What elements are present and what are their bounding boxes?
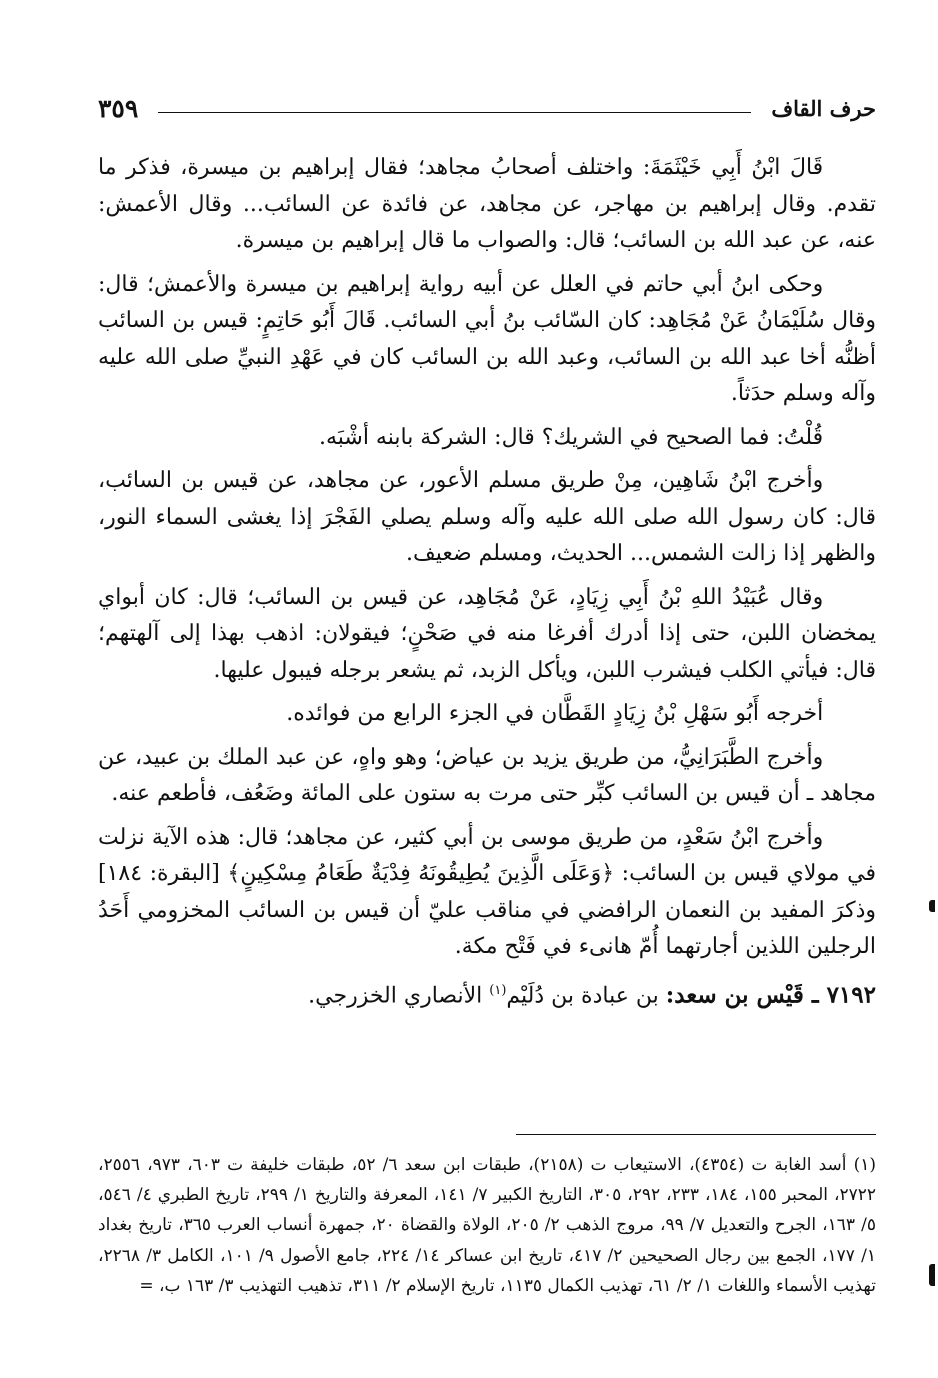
footnote: (١) أسد الغابة ت (٤٣٥٤)، الاستيعاب ت (٢١٥٨)، طبقات ابن سعد ٦/ ٥٢، طبقات خليفة ت ٦٠٣، ٩٧٣، ٢٥٥٦، ٢٧٢٢، المحبر ١٥٥، ١٨٤، ٢٣٣، ٢٩٢، ٣٠٥، التاريخ الكبير ٧/ ١٤١، المعرفة والتاريخ ١/ ٢٩٩، تاريخ الطبري ٤/ ٥٤٦، ٥/ ١٦٣، الجرح والتعديل ٧/ ٩٩، مروج الذهب ٢/ ٢٠٥، الولاة والقضاة ٢٠، جمهرة أنساب العرب ٣٦٥، تاريخ بغداد ١/ ١٧٧، الجمع بين رجال الصحيحين ٢/ ٤١٧، تاريخ ابن عساكر ١٤/ ٢٢٤، جامع الأصول ٩/ ١٠١، الكامل ٣/ ٢٢٦٨، تهذيب الأسماء واللغات ١/ ٢/ ٦١، تهذيب الكمال ١١٣٥، تاريخ الإسلام ٢/ ٣١١، تذهيب التهذيب ٣/ ١٦٣ ب، =	[98, 1155, 877, 1296]
margin-mark	[929, 900, 935, 912]
main-text	[98, 150, 876, 1021]
running-title: حرف القاف	[771, 95, 876, 121]
biography-entry	[98, 973, 876, 1015]
entry-text-after: الأنصاري الخزرجي.	[308, 982, 490, 1008]
header-rule	[158, 112, 751, 113]
page-number: ٣٥٩	[98, 93, 139, 123]
paragraph: قَالَ ابْنُ أَبِي خَيْثَمَةَ: واختلف أصحابُ مجاهد؛ فقال إبراهيم بن ميسرة، فذكر ما تقدم. وقال إبراهيم بن مهاجر، عن مجاهد، عن فائدة عن السائب... وقال الأعمش: عنه، عن عبد الله بن السائب؛ قال: والصواب ما قال إبراهيم بن ميسرة.	[98, 155, 876, 253]
paragraph: وأخرج ابْنُ سَعْدٍ، من طريق موسى بن أبي كثير، عن مجاهد؛ قال: هذه الآية نزلت في مولاي قيس بن السائب: ﴿وَعَلَى الَّذِينَ يُطِيقُونَهُ فِدْيَةٌ طَعَامُ مِسْكِينٍ﴾ [البقرة: ١٨٤] وذكرَ المفيد بن النعمان الرافضي في مناقب عليّ أن قيس بن السائب المخزومي أَحَدُ الرجلين اللذين أجارتهما أُمّ هانىء في فَتْح مكة.	[98, 824, 876, 959]
paragraph: وأخرج الطَّبَرَانِيُّ، من طريق يزيد بن عياض؛ وهو واهٍ، عن عبد الملك بن عبيد، عن مجاهد ـ أن قيس بن السائب كبِّر حتى مرت به ستون على المائة وضَعُف، فأطعم عنه.	[98, 744, 876, 806]
paragraph: أخرجه أَبُو سَهْلِ بْنُ زِيَادٍ القَطَّان في الجزء الرابع من فوائده.	[286, 701, 824, 726]
footnote-separator	[516, 1134, 876, 1135]
paragraph: وأخرج ابْنُ شَاهِين، مِنْ طريق مسلم الأعور، عن مجاهد، عن قيس بن السائب، قال: كان رسول الله صلى الله عليه وآله وسلم يصلي الفَجْرَ إذا يغشى السماء النور، والظهر إذا زالت الشمس... الحديث، ومسلم ضعيف.	[98, 468, 876, 566]
entry-text: بن عبادة بن دُلَيْم	[506, 982, 666, 1008]
margin-mark	[929, 1264, 935, 1286]
footnote-reference: (١)	[489, 982, 507, 998]
paragraph: وقال عُبَيْدُ اللهِ بْنُ أَبِي زِيَادٍ، عَنْ مُجَاهِد، عن قيس بن السائب؛ قال: كان أبواي يمخضان اللبن، حتى إذا أدرك أفرغا منه في صَحْنٍ؛ فيقولان: اذهب بهذا إلى آلهتهم؛ قال: فيأتي الكلب فيشرب اللبن، ويأكل الزبد، ثم يشعر برجله فيبول عليها.	[98, 584, 876, 683]
page-header	[98, 88, 876, 128]
entry-heading: ٧١٩٢ ـ قَيْس بن سعد:	[665, 980, 876, 1008]
paragraph: قُلْتُ: فما الصحيح في الشريك؟ قال: الشركة بابنه أشْبَه.	[318, 424, 824, 450]
paragraph: وحكى ابنُ أبي حاتم في العلل عن أبيه رواية إبراهيم بن ميسرة والأعمش؛ قال: وقال سُلَيْمَانُ عَنْ مُجَاهِد: كان السّائب بنُ أبي السائب. قَالَ أَبُو حَاتِمٍ: قيس بن السائب أظنُّه أخا عبد الله بن السائب، وعبد الله بن السائب كان في عَهْدِ النبيِّ صلى الله عليه وآله وسلم حدَثاً.	[98, 271, 876, 406]
